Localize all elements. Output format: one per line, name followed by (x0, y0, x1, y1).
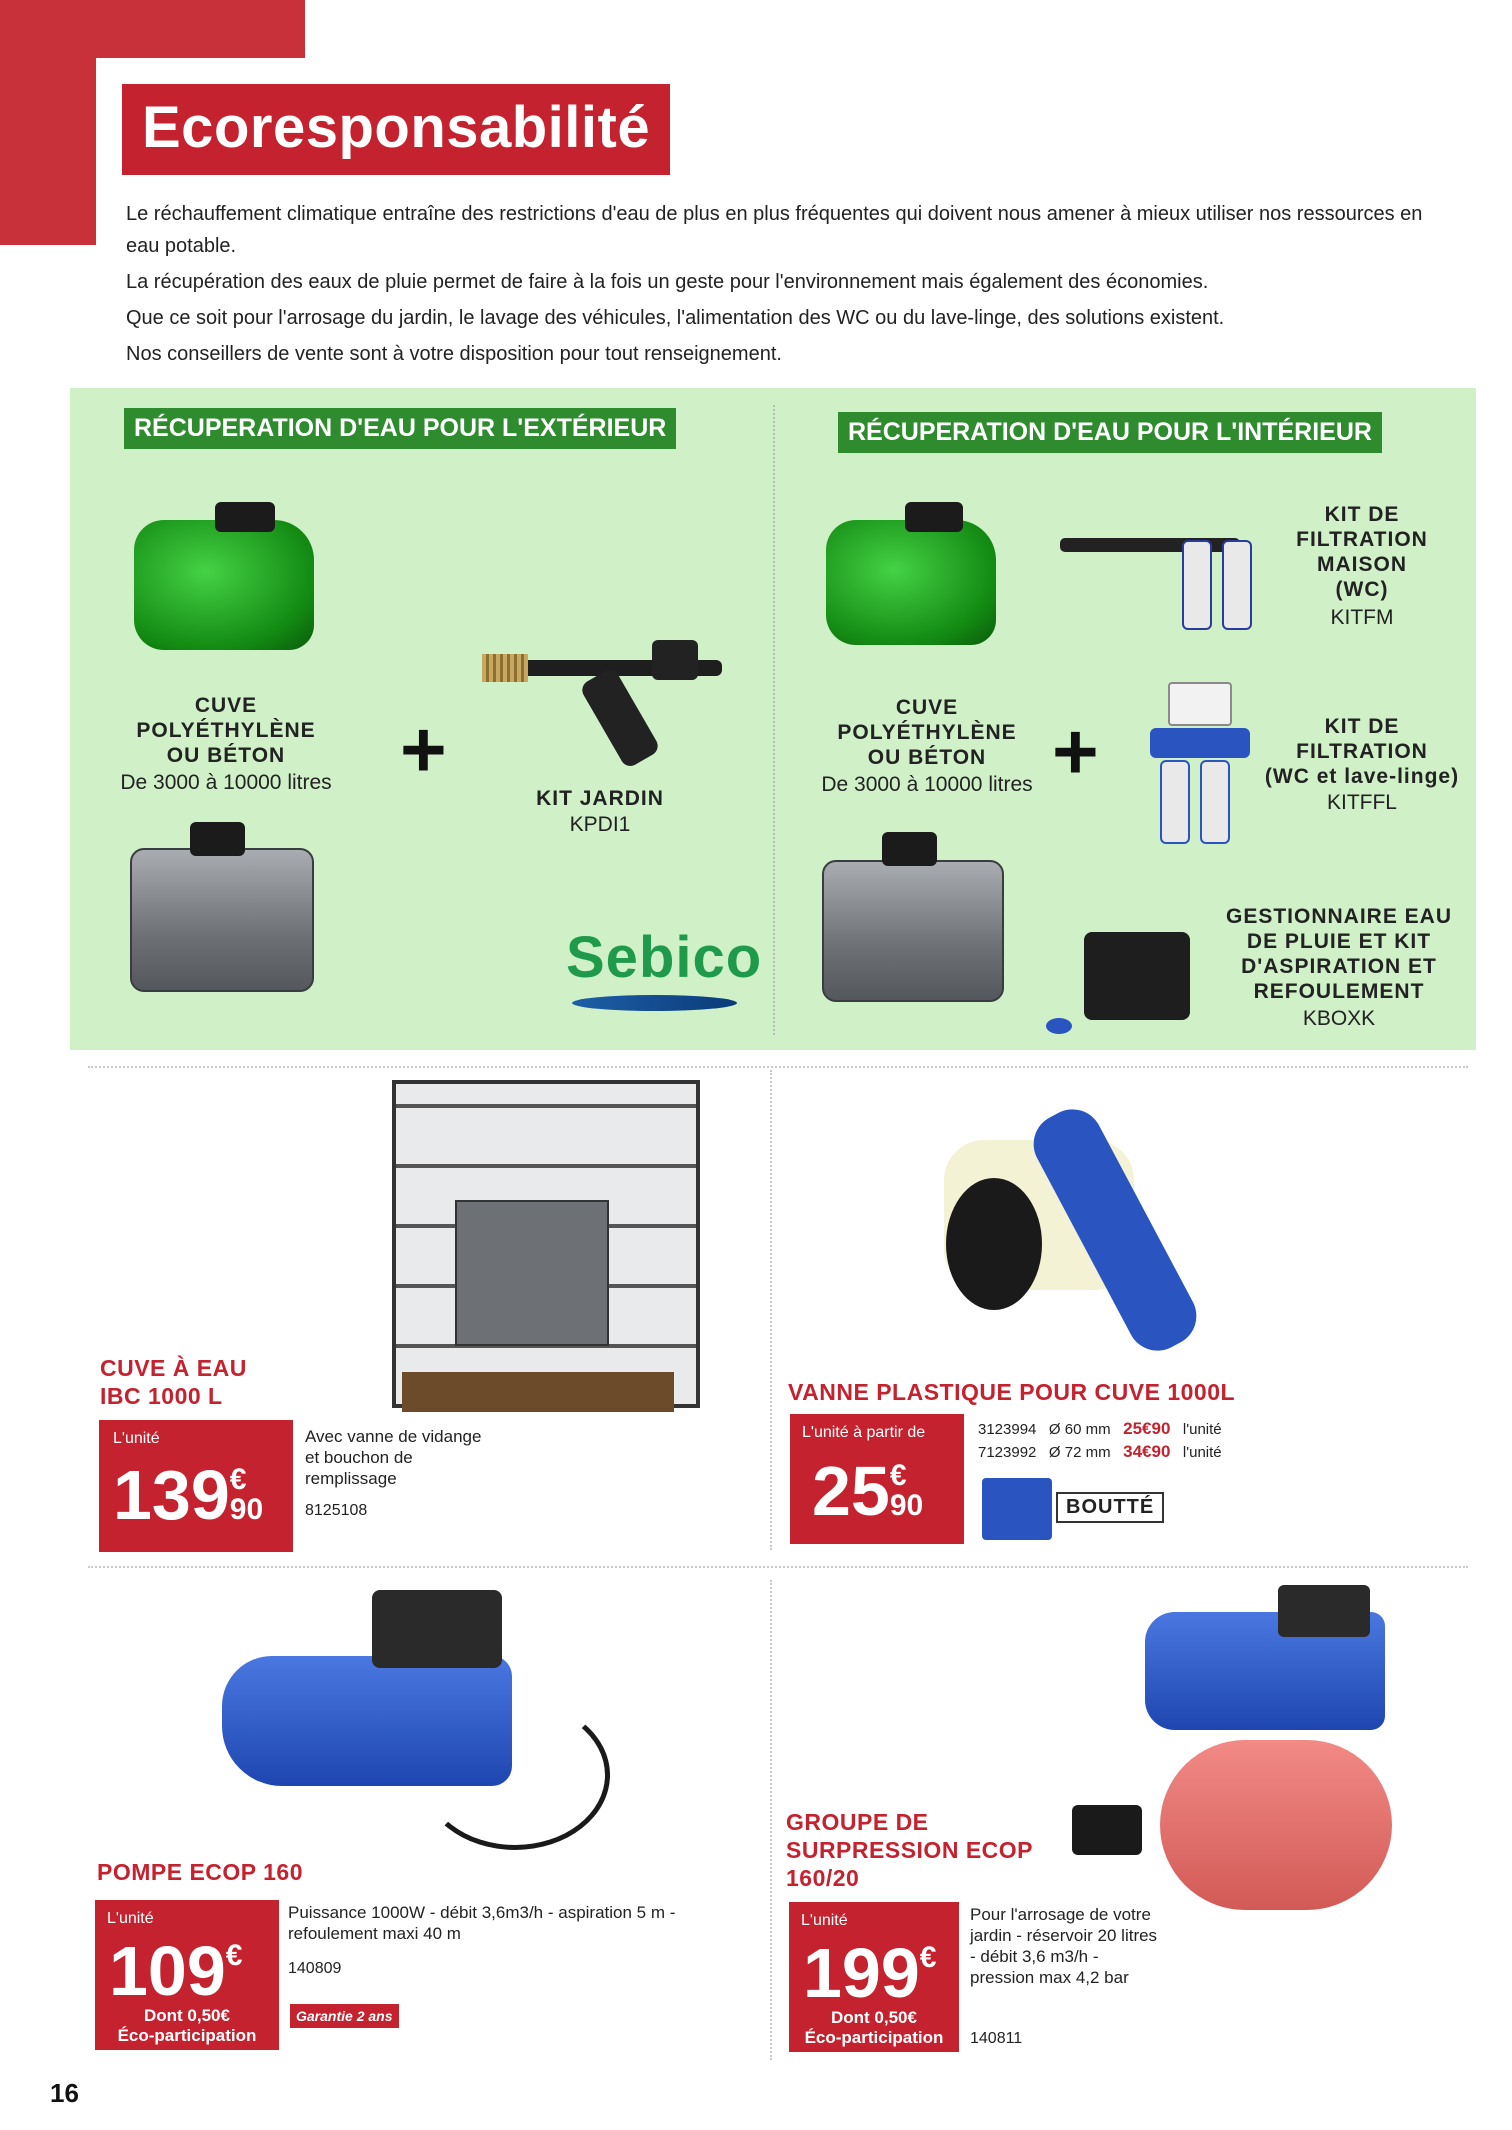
product-ref: 140809 (288, 1960, 342, 1977)
tank-lid (882, 832, 937, 866)
tank-lid (215, 502, 275, 532)
page-number: 16 (50, 2078, 79, 2108)
eco-participation: Dont 0,50€ Éco-participation (117, 2006, 257, 2045)
hose-connector (482, 654, 528, 682)
kit-jardin-ref: KPDI1 (569, 813, 631, 836)
price-suffix (229, 1463, 264, 1526)
divider (770, 1070, 772, 1550)
divider (88, 1566, 1468, 1568)
product-description: Puissance 1000W - débit 3,6m3/h - aspiration 5 m - refoulement maxi 40 m (288, 1903, 676, 1943)
price-main: 25 (812, 1452, 890, 1530)
kit-filtration-ww-image (1168, 682, 1232, 726)
sebico-logo-wave (572, 995, 737, 1011)
variant-price: 34€90 (1123, 1442, 1171, 1461)
aspiration-float (1046, 1018, 1072, 1034)
intro-text (126, 198, 1426, 374)
warranty-badge: Garantie 2 ans (290, 2004, 399, 2028)
price-euro: € (229, 1463, 247, 1496)
price-cents: 90 (889, 1489, 924, 1522)
product-title: POMPE ECOP 160 (97, 1859, 303, 1885)
filter-cartridge (1160, 760, 1190, 844)
divider (88, 1066, 1468, 1068)
boutte-logo: BOUTTÉ (1056, 1492, 1164, 1523)
ibc-pallet (402, 1372, 674, 1412)
tank-capacity: De 3000 à 10000 litres (821, 773, 1033, 796)
page-title: Ecoresponsabilité (122, 84, 670, 175)
concrete-tank-image (822, 860, 1004, 1002)
kit-filtration-maison-name (1252, 502, 1472, 602)
interior-label: RÉCUPERATION D'EAU POUR L'INTÉRIEUR (838, 412, 1382, 453)
kit-jardin-name (510, 786, 690, 811)
kit-filtration-maison-ref: KITFM (1330, 606, 1394, 629)
intro-paragraph: Nos conseillers de vente sont à votre disposition pour tout renseignement. (126, 343, 782, 365)
kit3-name-text: GESTIONNAIRE EAU DE PLUIE ET KIT D'ASPIRATION ET REFOULEMENT (1225, 905, 1453, 1003)
price-euro: € (919, 1941, 937, 1974)
variant-ref: 3123994 (978, 1421, 1037, 1438)
price-unit: L'unité (107, 1910, 154, 1927)
price-euro: € (889, 1459, 907, 1492)
price-box (790, 1414, 964, 1544)
concrete-tank-image (130, 848, 314, 992)
price-box (789, 1902, 959, 2052)
price-main: 139 (113, 1456, 230, 1534)
variant-row (978, 1441, 1222, 1464)
section-divider (773, 405, 775, 1035)
intro-paragraph: Que ce soit pour l'arrosage du jardin, le lavage des véhicules, l'alimentation des WC ou du lave-linge, des solutions existent. (126, 307, 1225, 329)
plus-sign: + (400, 705, 447, 794)
price-box (95, 1900, 279, 2050)
price-value (812, 1452, 924, 1530)
price-main: 199 (803, 1934, 920, 2012)
pressure-switch (1072, 1805, 1142, 1855)
variant-price: 25€90 (1123, 1419, 1171, 1438)
product-description: Pour l'arrosage de votre jardin - réservoir 20 litres - débit 3,6 m3/h - pression max 4,2 bar (970, 1905, 1158, 1987)
price-value (109, 1932, 243, 2010)
kit-jardin-name-text: KIT JARDIN (536, 787, 664, 810)
price-cents: 90 (229, 1493, 264, 1526)
product-title: VANNE PLASTIQUE POUR CUVE 1000L (788, 1379, 1236, 1405)
gestionnaire-ref: KBOXK (1302, 1007, 1376, 1030)
filter-cartridge (1222, 540, 1252, 630)
kit-filtration-maison-image (1060, 538, 1240, 552)
price-unit: L'unité à partir de (802, 1424, 926, 1441)
valve-handle (652, 640, 698, 680)
tank-lid (190, 822, 245, 856)
filter-housing (1150, 728, 1250, 758)
kit-filtration-ww-name (1252, 714, 1472, 789)
price-main: 109 (109, 1932, 226, 2010)
intro-paragraph: Le réchauffement climatique entraîne des restrictions d'eau de plus en plus fréquentes qui doivent nous amener à mieux utiliser nos ressources en eau potable. (126, 203, 1423, 257)
variant-dim: Ø 60 mm (1048, 1421, 1111, 1438)
green-tank-image (134, 520, 314, 650)
green-tank-image (826, 520, 996, 645)
tank-name (96, 693, 356, 768)
groupe-junction-box (1278, 1585, 1370, 1637)
price-value (113, 1456, 264, 1534)
variant-ref: 7123992 (978, 1444, 1037, 1461)
variant-dim: Ø 72 mm (1048, 1444, 1111, 1461)
price-unit: L'unité (113, 1430, 160, 1447)
plus-sign: + (1052, 707, 1099, 796)
exterior-label: RÉCUPERATION D'EAU POUR L'EXTÉRIEUR (124, 408, 676, 449)
eco-participation: Dont 0,50€ Éco-participation (804, 2008, 944, 2047)
vanne-cap (946, 1178, 1042, 1310)
divider (770, 1580, 772, 2060)
tank-lid (905, 502, 963, 532)
kit2-name-text: KIT DE FILTRATION (WC et lave-linge) (1264, 715, 1460, 788)
price-box (99, 1420, 293, 1552)
gestionnaire-name (1206, 904, 1472, 1004)
product-title: CUVE À EAU IBC 1000 L (100, 1355, 247, 1409)
tank-capacity: De 3000 à 10000 litres (120, 771, 332, 794)
product-description: Avec vanne de vidange et bouchon de remplissage (305, 1427, 482, 1488)
filter-cartridge (1182, 540, 1212, 630)
variant-unit: l'unité (1182, 1421, 1222, 1438)
tank-name-text: CUVE POLYÉTHYLÈNE OU BÉTON (136, 694, 316, 767)
product-ref: 8125108 (305, 1502, 368, 1519)
gestionnaire-image (1084, 932, 1190, 1020)
regional-business-logo (982, 1478, 1052, 1540)
tank-name-text: CUVE POLYÉTHYLÈNE OU BÉTON (837, 696, 1017, 769)
sebico-logo: Sebico (566, 925, 763, 990)
variant-row (978, 1418, 1222, 1441)
kit-filtration-ww-ref: KITFFL (1326, 791, 1397, 814)
variant-unit: l'unité (1182, 1444, 1222, 1461)
pompe-cable (420, 1700, 610, 1850)
ibc-tank-door (455, 1200, 609, 1346)
product-ref: 140811 (970, 2030, 1023, 2047)
price-suffix (889, 1459, 924, 1522)
product-title: GROUPE DE SURPRESSION ECOP 160/20 (786, 1809, 1033, 1891)
intro-paragraph: La récupération des eaux de pluie permet de faire à la fois un geste pour l'environnement mais également des économies. (126, 271, 1209, 293)
kit1-name-text: KIT DE FILTRATION MAISON (WC) (1296, 503, 1428, 601)
variant-table (978, 1418, 1222, 1464)
pompe-junction-box (372, 1590, 502, 1668)
price-value (803, 1934, 937, 2012)
pressure-tank (1160, 1740, 1392, 1910)
tank-name (797, 695, 1057, 770)
price-unit: L'unité (801, 1912, 848, 1929)
price-euro: € (225, 1939, 243, 1972)
filter-cartridge (1200, 760, 1230, 844)
